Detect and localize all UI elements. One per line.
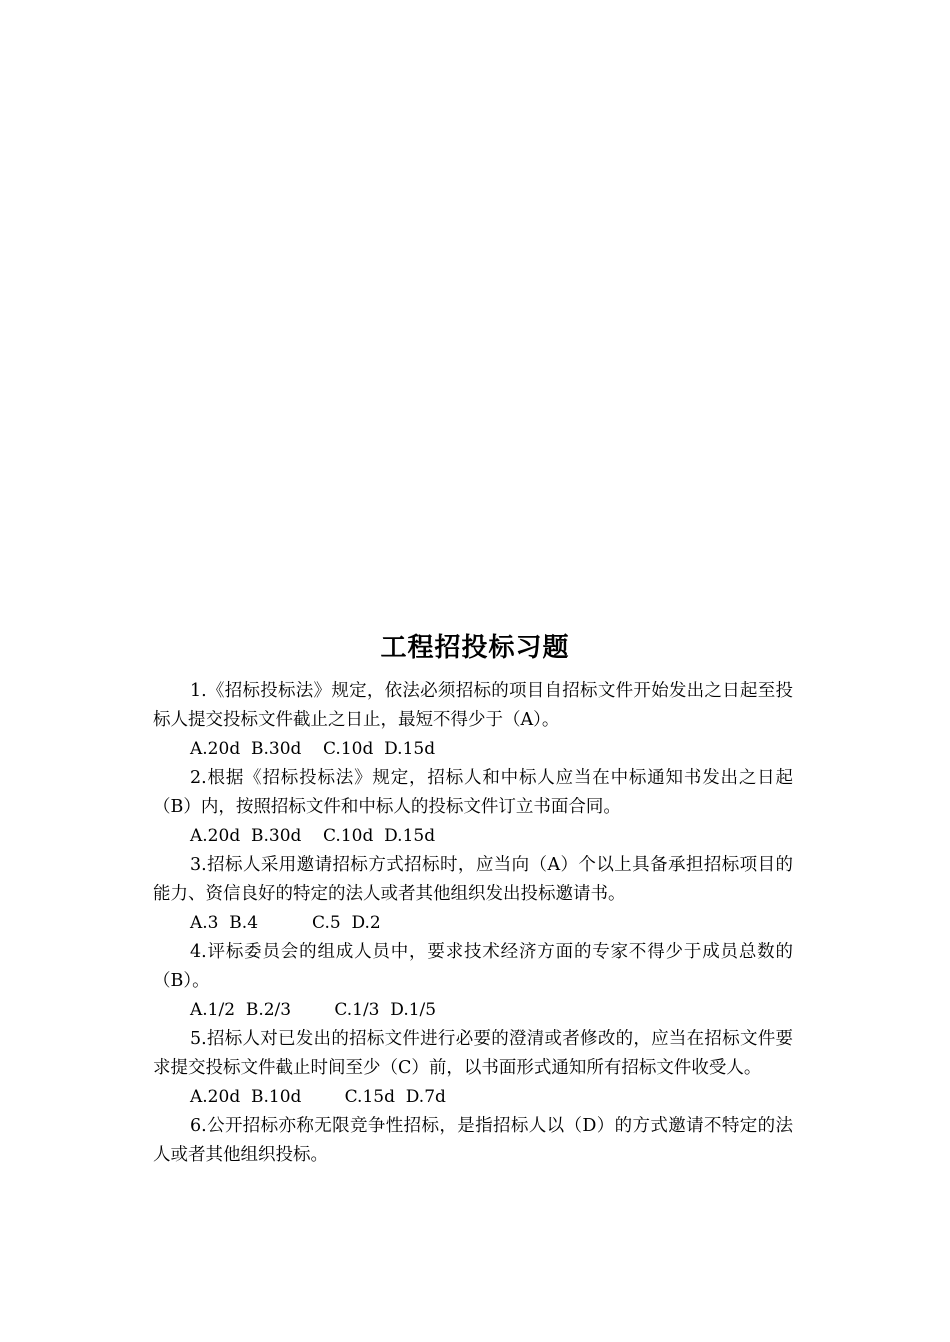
question-text: 3.招标人采用邀请招标方式招标时，应当向（A）个以上具备承担招标项目的能力、资信良好的特定的法人或者其他组织发出投标邀请书。 — [153, 855, 793, 904]
answer-options: A.1/2 B.2/3 C.1/3 D.1/5 — [190, 1000, 437, 1020]
question-text: 4.评标委员会的组成人员中，要求技术经济方面的专家不得少于成员总数的（B）。 — [153, 942, 793, 991]
question-text: 2.根据《招标投标法》规定，招标人和中标人应当在中标通知书发出之日起（B）内，按照招标文件和中标人的投标文件订立书面合同。 — [153, 768, 793, 817]
document-title: 工程招投标习题 — [380, 633, 570, 663]
question-text: 1.《招标投标法》规定，依法必须招标的项目自招标文件开始发出之日起至投标人提交投标文件截止之日止，最短不得少于（A）。 — [153, 681, 793, 730]
question-text: 5.招标人对已发出的招标文件进行必要的澄清或者修改的，应当在招标文件要求提交投标文件截止时间至少（C）前，以书面形式通知所有招标文件收受人。 — [153, 1029, 793, 1078]
answer-options: A.20d B.10d C.15d D.7d — [190, 1087, 446, 1107]
answer-options: A.20d B.30d C.10d D.15d — [190, 826, 436, 846]
answer-options: A.20d B.30d C.10d D.15d — [190, 739, 436, 759]
question-text: 6.公开招标亦称无限竞争性招标，是指招标人以（D）的方式邀请不特定的法人或者其他组织投标。 — [153, 1116, 793, 1165]
answer-options: A.3 B.4 C.5 D.2 — [190, 913, 381, 933]
question-list — [153, 677, 793, 1170]
